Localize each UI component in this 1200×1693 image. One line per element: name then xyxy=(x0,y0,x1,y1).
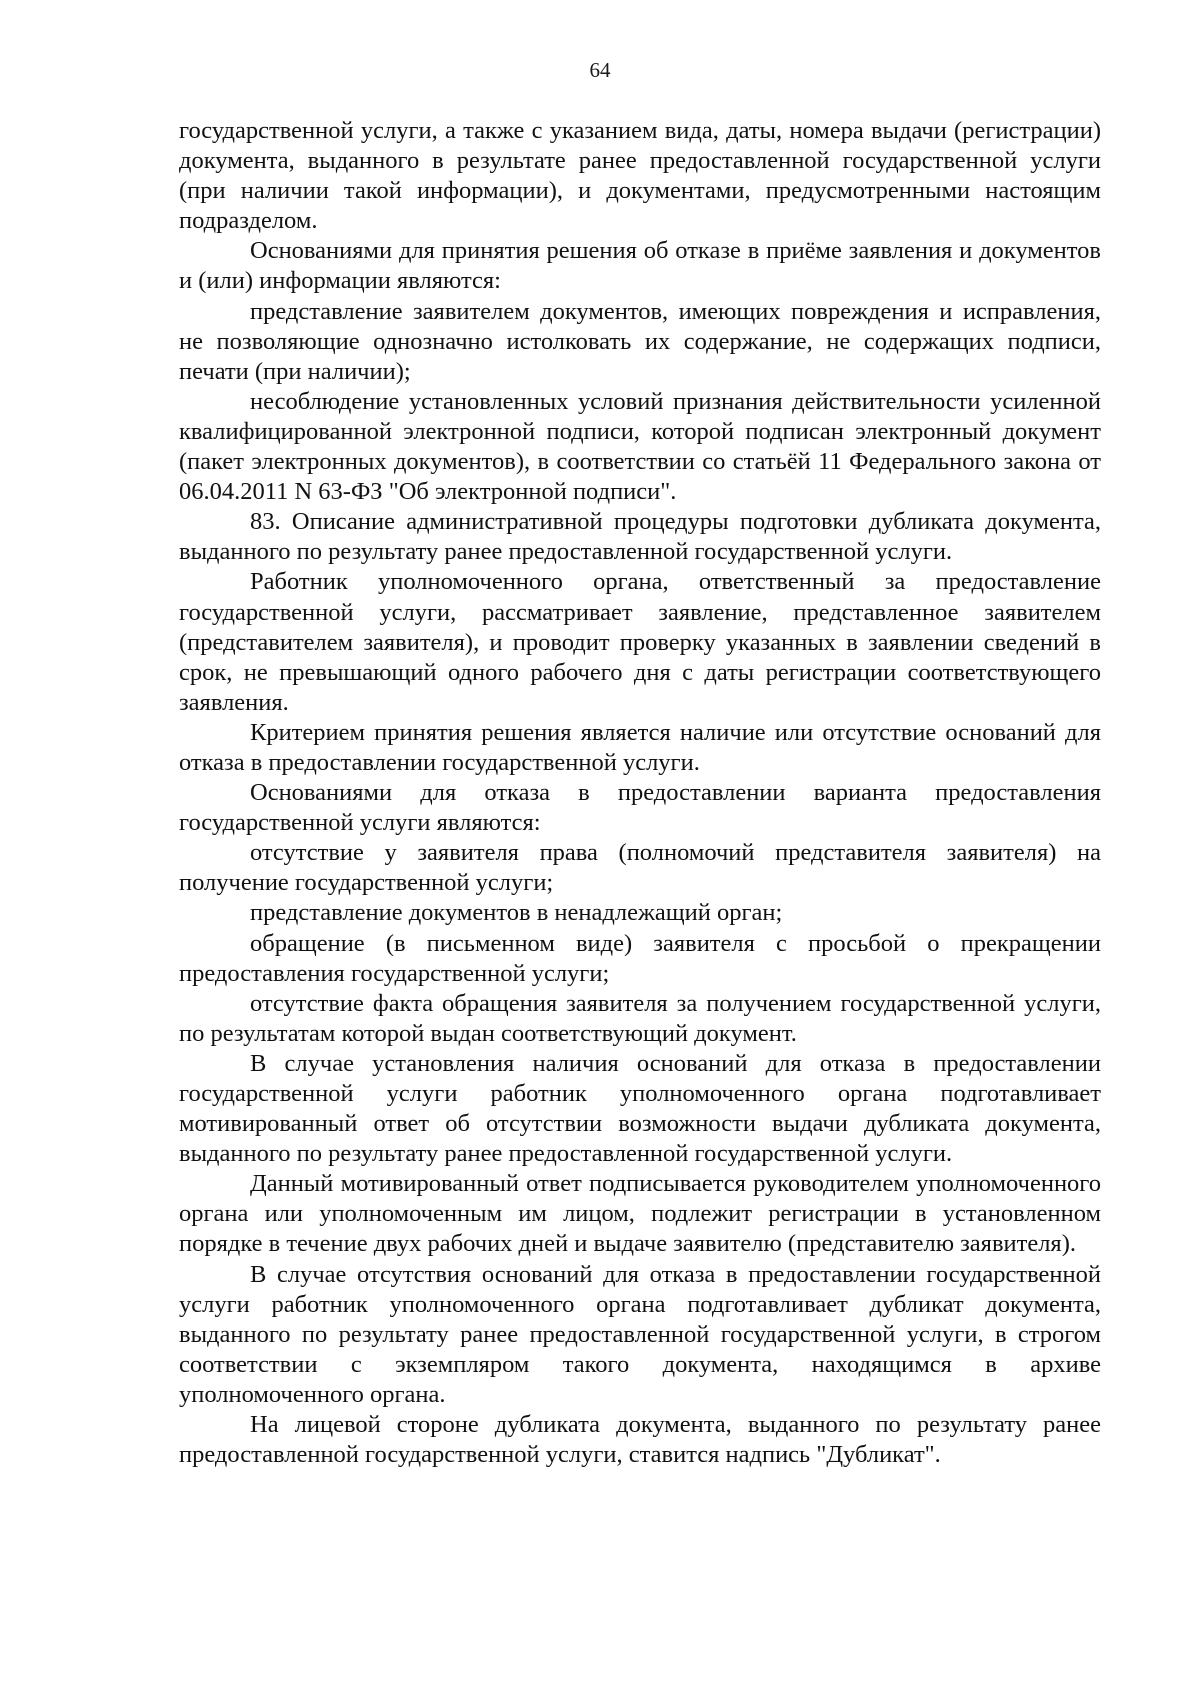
paragraph-duplicate-mark: На лицевой стороне дубликата документа, выданного по результату ранее предоставленной государственной услуги, ставится надпись "Дубликат". xyxy=(179,1411,1101,1469)
paragraph-no-authority: отсутствие у заявителя права (полномочий представителя заявителя) на получение государственной услуги; xyxy=(179,839,1101,897)
paragraph-refusal-grounds: Основаниями для отказа в предоставлении варианта предоставления государственной услуги являются: xyxy=(179,779,1101,837)
paragraph-reply-signing: Данный мотивированный ответ подписывается руководителем уполномоченного органа или уполномоченным им лицом, подлежит регистрации в установленном порядке в течение двух рабочих дней и выдаче заявителю (представителю заявителя). xyxy=(179,1170,1101,1258)
paragraph-duplicate-preparation: В случае отсутствия оснований для отказа в предоставлении государственной услуги работник уполномоченного органа подготавливает дубликат документа, выданного по результату ранее предоставленной государственной услуги, в строгом соответствии с экземпляром такого документа, находящимся в архиве уполномоченного органа. xyxy=(179,1260,1101,1408)
paragraph-reasoned-reply: В случае установления наличия оснований для отказа в предоставлении государственной услуги работник уполномоченного органа подготавливает мотивированный ответ об отсутствии возможности выдачи дубликата документа, выданного по результату ранее предоставленной государственной услуги. xyxy=(179,1049,1101,1168)
paragraph-termination-request: обращение (в письменном виде) заявителя с просьбой о прекращении предоставления государственной услуги; xyxy=(179,929,1101,987)
page-number: 64 xyxy=(589,58,611,82)
paragraph-no-prior-request: отсутствие факта обращения заявителя за получением государственной услуги, по результатам которой выдан соответствующий документ. xyxy=(179,989,1101,1047)
paragraph-damaged-documents: представление заявителем документов, имеющих повреждения и исправления, не позволяющие однозначно истолковать их содержание, не содержащих подписи, печати (при наличии); xyxy=(179,297,1101,385)
document-body xyxy=(179,116,1101,1470)
paragraph-decision-criterion: Критерием принятия решения является наличие или отсутствие оснований для отказа в предоставлении государственной услуги. xyxy=(179,718,1101,776)
paragraph-continuation: государственной услуги, а также с указанием вида, даты, номера выдачи (регистрации) документа, выданного в результате ранее предоставленной государственной услуги (при наличии такой информации), и документами, предусмотренными настоящим подразделом. xyxy=(179,117,1101,235)
paragraph-refusal-grounds-intro: Основаниями для принятия решения об отказе в приёме заявления и документов и (или) информации являются: xyxy=(179,237,1101,295)
paragraph-wrong-body: представление документов в ненадлежащий орган; xyxy=(250,899,783,927)
paragraph-employee-review: Работник уполномоченного органа, ответственный за предоставление государственной услуги, рассматривает заявление, представленное заявителем (представителем заявителя), и проводит проверку указанных в заявлении сведений в срок, не превышающий одного рабочего дня с даты регистрации соответствующего заявления. xyxy=(179,568,1101,716)
paragraph-signature-validity: несоблюдение установленных условий признания действительности усиленной квалифицированной электронной подписи, которой подписан электронный документ (пакет электронных документов), в соответствии со статьёй 11 Федерального закона от 06.04.2011 N 63-ФЗ "Об электронной подписи". xyxy=(179,387,1101,506)
paragraph-item-83: 83. Описание административной процедуры подготовки дубликата документа, выданного по результату ранее предоставленной государственной услуги. xyxy=(179,508,1101,566)
